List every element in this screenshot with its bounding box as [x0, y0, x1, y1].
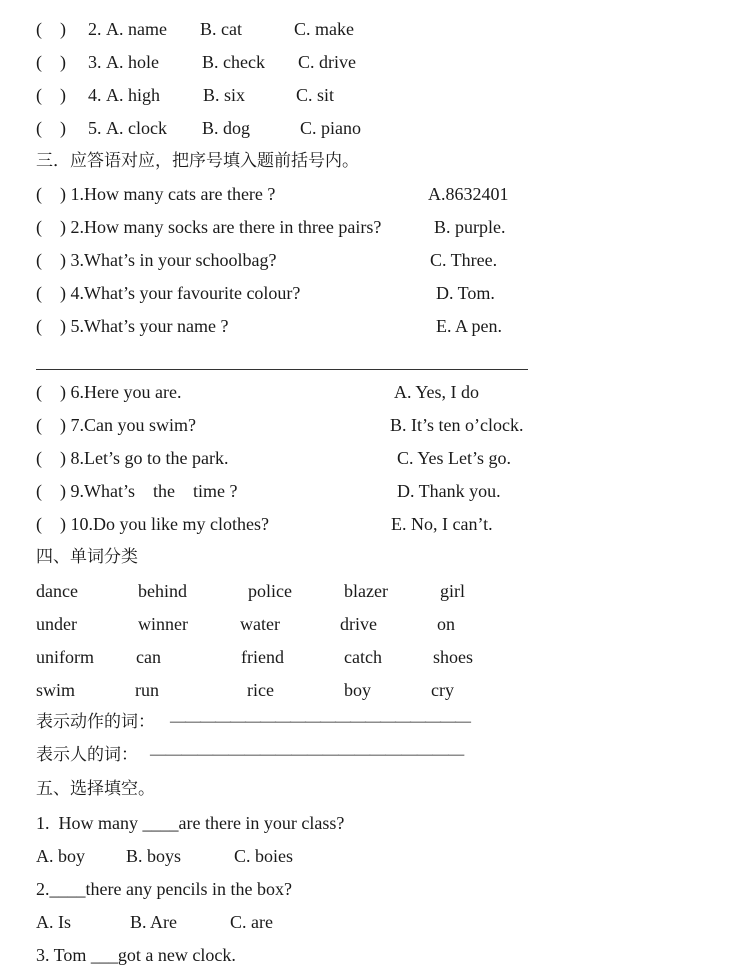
option-b: B. dog	[202, 118, 251, 138]
option-c: C. boies	[234, 846, 294, 866]
option-c: C. drive	[298, 52, 356, 72]
question-number: 3.	[88, 52, 102, 72]
option-b: B. Are	[130, 912, 177, 932]
word: run	[135, 680, 159, 700]
matching-answer: C. Yes Let’s go.	[397, 448, 512, 468]
word: cry	[431, 680, 454, 700]
answer-paren: (	[36, 448, 42, 468]
fill-question-3: 3. Tom ___got a new clock.	[36, 945, 236, 965]
matching-question: ) 4.What’s your favourite colour?	[60, 283, 301, 303]
word: friend	[241, 647, 284, 667]
word: drive	[340, 614, 377, 634]
answer-paren: ( )	[36, 19, 66, 39]
word: catch	[344, 647, 382, 667]
word: boy	[344, 680, 371, 700]
option-c: C. make	[294, 19, 354, 39]
option-b: B. boys	[126, 846, 182, 866]
word: on	[437, 614, 455, 634]
matching-question: ) 7.Can you swim?	[60, 415, 196, 435]
matching-answer: C. Three.	[430, 250, 498, 270]
option-a: A. clock	[106, 118, 167, 138]
matching-question: ) 8.Let’s go to the park.	[60, 448, 229, 468]
action-words-label: 表示动作的词：	[36, 712, 155, 732]
section-divider	[36, 369, 528, 370]
answer-paren: ( )	[36, 52, 66, 72]
option-b: B. six	[203, 85, 246, 105]
answer-paren: (	[36, 250, 42, 270]
option-c: C. sit	[296, 85, 335, 105]
answer-paren: ( )	[36, 85, 66, 105]
option-b: B. check	[202, 52, 265, 72]
matching-question: ) 5.What’s your name ?	[60, 316, 229, 336]
word: uniform	[36, 647, 94, 667]
answer-paren: ( )	[36, 118, 66, 138]
option-b: B. cat	[200, 19, 242, 39]
answer-paren: (	[36, 184, 42, 204]
word: can	[136, 647, 161, 667]
answer-paren: (	[36, 514, 42, 534]
option-a: A. boy	[36, 846, 85, 866]
word: girl	[440, 581, 465, 601]
matching-answer: D. Thank you.	[397, 481, 501, 501]
matching-answer: E. A pen.	[436, 316, 502, 336]
matching-answer: A.8632401	[428, 184, 509, 204]
matching-question: ) 9.What’s the time ?	[60, 481, 238, 501]
option-c: C. piano	[300, 118, 361, 138]
matching-answer: B. purple.	[434, 217, 506, 237]
question-number: 5.	[88, 118, 102, 138]
matching-question: ) 10.Do you like my clothes?	[60, 514, 269, 534]
answer-paren: (	[36, 415, 42, 435]
word: swim	[36, 680, 76, 700]
section-4-title: 四、单词分类	[36, 547, 138, 567]
answer-paren: (	[36, 481, 42, 501]
matching-answer: D. Tom.	[436, 283, 495, 303]
answer-paren: (	[36, 316, 42, 336]
word: water	[240, 614, 280, 634]
action-words-blank: ————————————————————	[170, 713, 470, 730]
word: behind	[138, 581, 187, 601]
fill-question-1: 1. How many ____are there in your class?	[36, 813, 345, 833]
word: rice	[247, 680, 274, 700]
people-words-blank: ————————————————————	[150, 746, 465, 763]
option-a: A. high	[106, 85, 160, 105]
matching-question: ) 3.What’s in your schoolbag?	[60, 250, 277, 270]
question-number: 4.	[88, 85, 102, 105]
word: under	[36, 614, 77, 634]
word: police	[248, 581, 292, 601]
answer-paren: (	[36, 283, 42, 303]
word: shoes	[433, 647, 473, 667]
question-number: 2.	[88, 19, 102, 39]
section-5-title: 五、选择填空。	[36, 779, 155, 799]
answer-paren: (	[36, 382, 42, 402]
option-a: A. name	[106, 19, 167, 39]
answer-paren: (	[36, 217, 42, 237]
option-c: C. are	[230, 912, 273, 932]
matching-answer: B. It’s ten o’clock.	[390, 415, 524, 435]
section-3-title: 三．应答语对应，把序号填入题前括号内。	[36, 151, 359, 171]
matching-answer: E. No, I can’t.	[391, 514, 493, 534]
word: dance	[36, 581, 78, 601]
fill-question-2: 2.____there any pencils in the box?	[36, 879, 292, 899]
matching-question: ) 1.How many cats are there ?	[60, 184, 276, 204]
matching-question: ) 2.How many socks are there in three pairs?	[60, 217, 382, 237]
people-words-label: 表示人的词：	[36, 745, 138, 765]
option-a: A. hole	[106, 52, 159, 72]
matching-answer: A. Yes, I do	[394, 382, 480, 402]
word: winner	[138, 614, 188, 634]
matching-question: ) 6.Here you are.	[60, 382, 182, 402]
word: blazer	[344, 581, 388, 601]
option-a: A. Is	[36, 912, 71, 932]
